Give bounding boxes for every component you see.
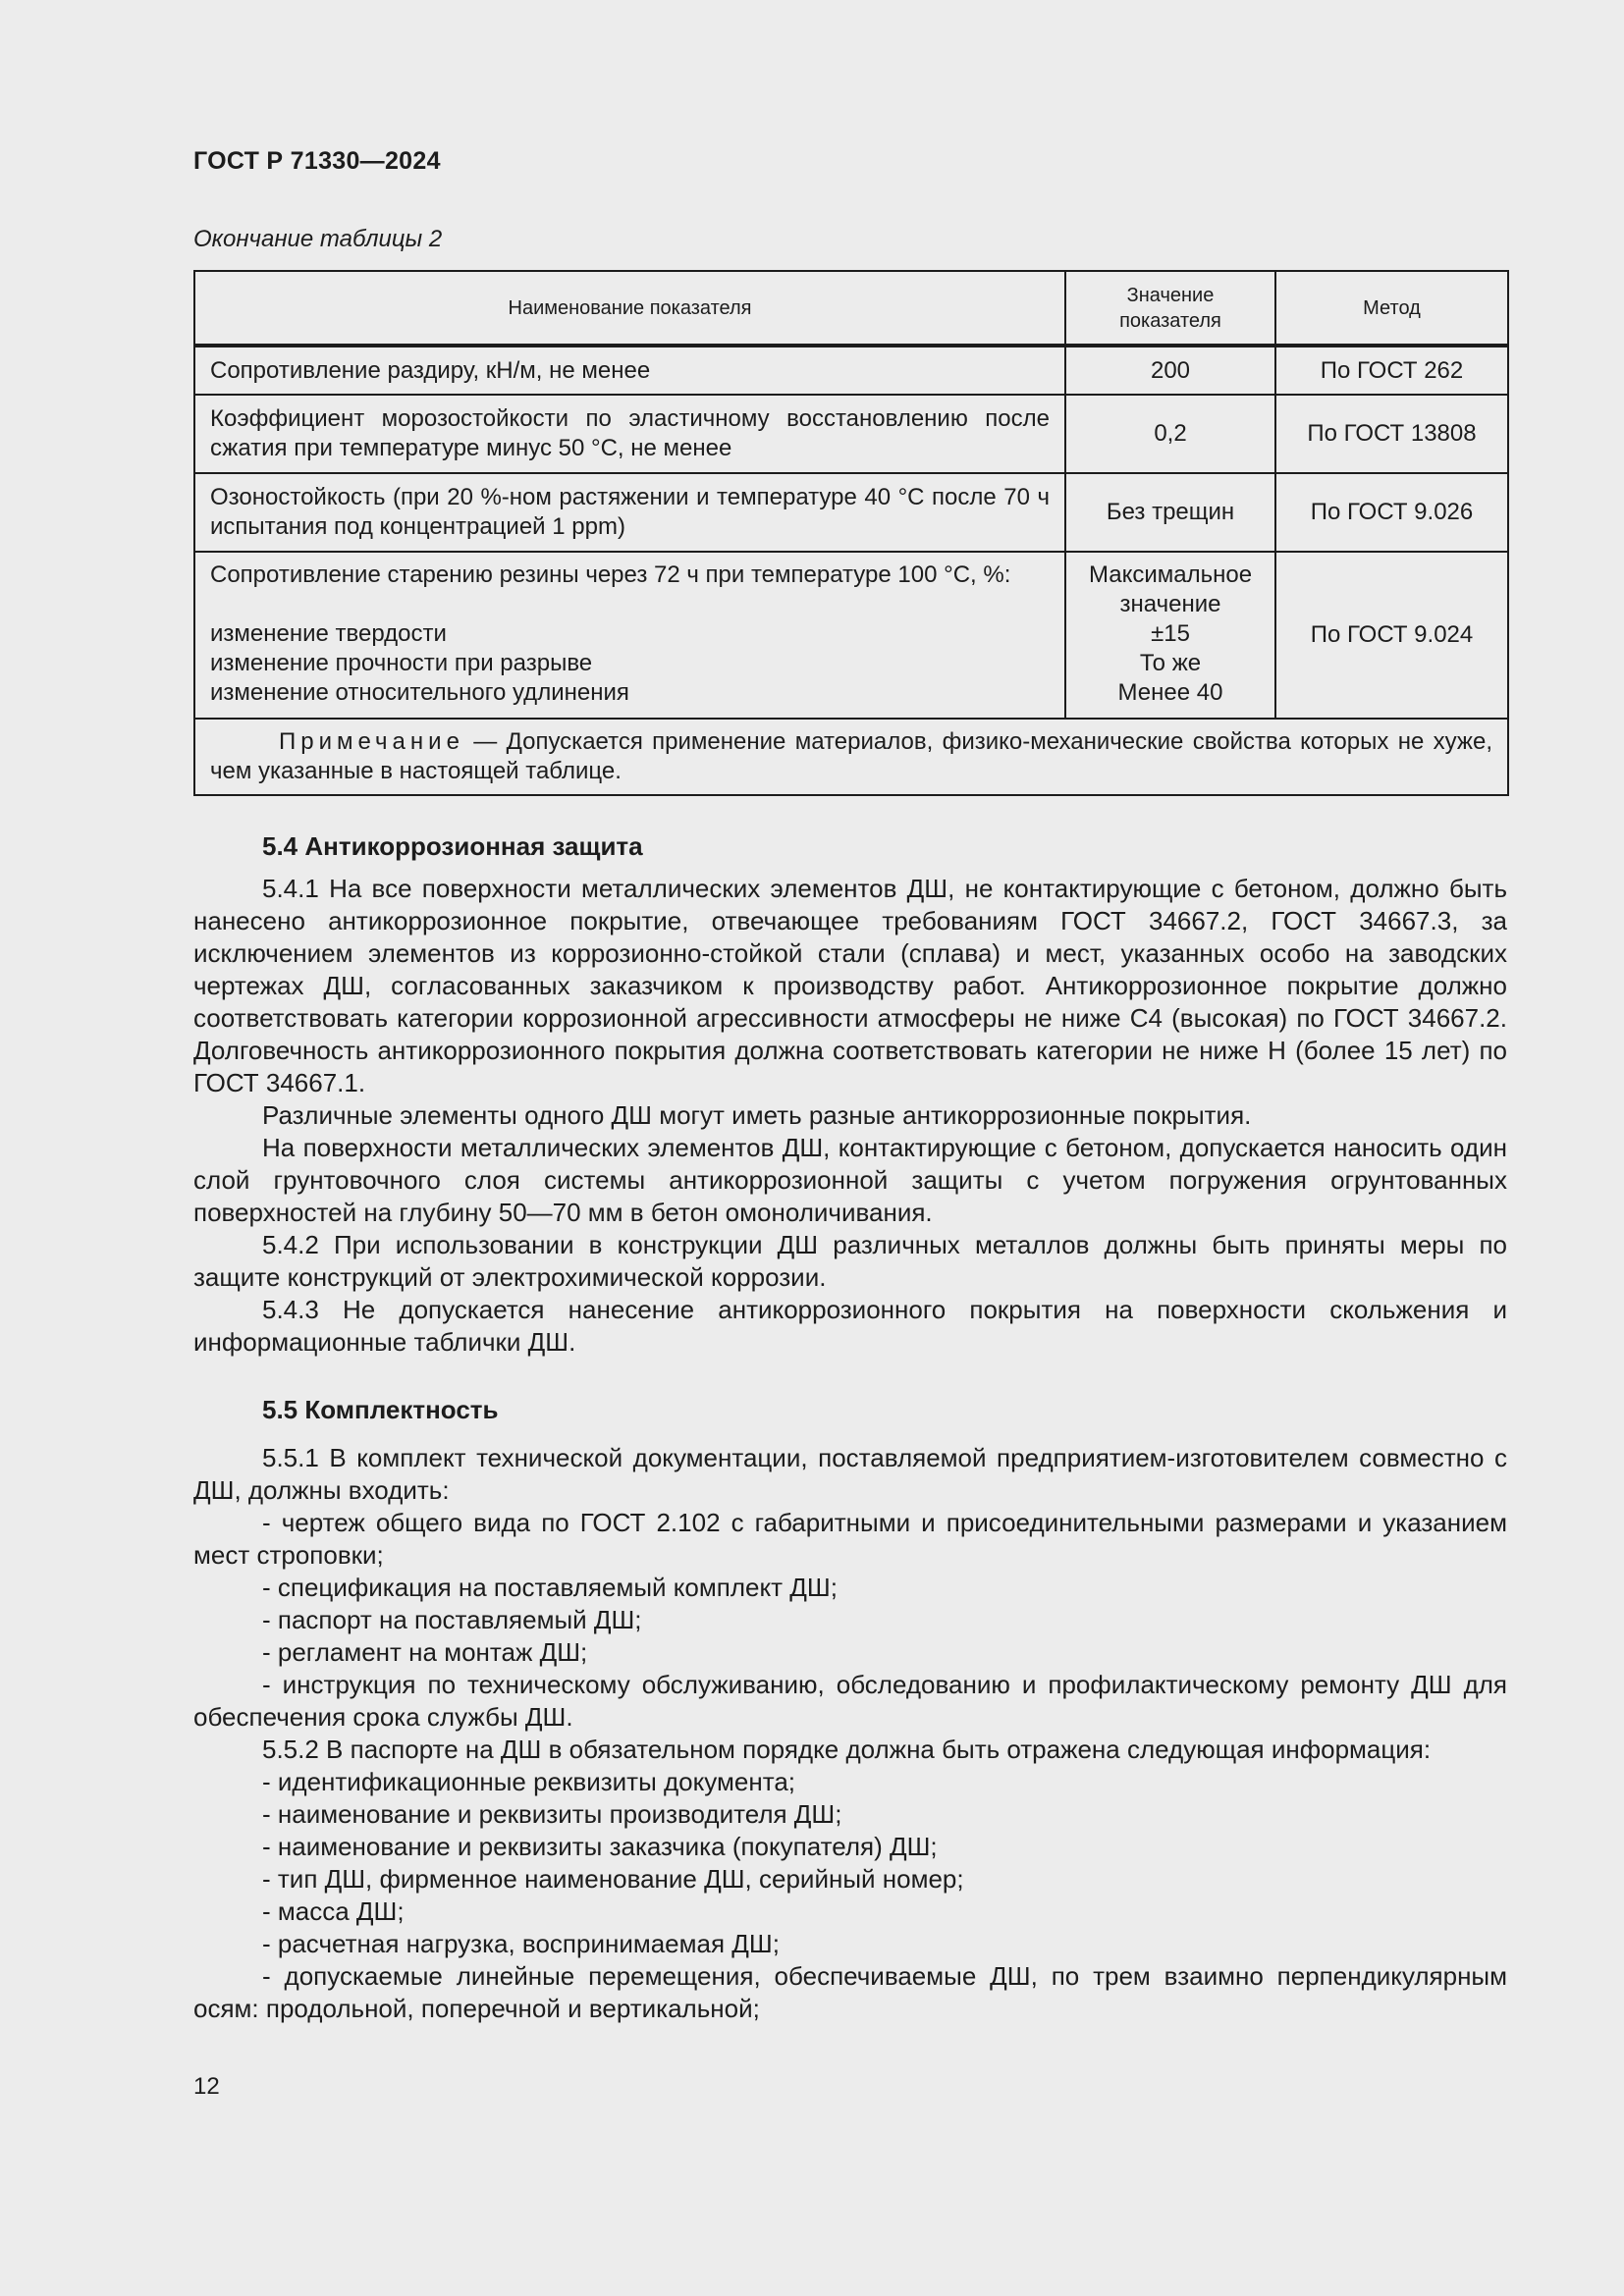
- aging-item-value: ±15: [1151, 620, 1190, 647]
- header-method: Метод: [1275, 271, 1508, 346]
- section-heading: 5.5 Комплектность: [262, 1395, 499, 1424]
- row-method: По ГОСТ 262: [1275, 346, 1508, 395]
- paragraph: 5.5.2 В паспорте на ДШ в обязательном порядке должна быть отражена следующая информация:: [262, 1735, 1432, 1764]
- list-item: - идентификационные реквизиты документа;: [262, 1767, 796, 1796]
- properties-table: [193, 270, 1509, 796]
- list-item: - инструкция по техническому обслуживанию, обследованию и профилактическому ремонту ДШ для обеспечения срока службы ДШ.: [193, 1670, 1507, 1732]
- list-item: - расчетная нагрузка, воспринимаемая ДШ;: [262, 1929, 780, 1958]
- aging-value-title: значение: [1119, 591, 1221, 617]
- note-text: — Допускается применение материалов, физико-механические свойства которых не хуже, чем указанные в настоящей таблице.: [210, 728, 1492, 784]
- section-5-4: [193, 830, 1507, 1359]
- aging-value-title: Максимальное: [1088, 561, 1253, 588]
- list-item: - паспорт на поставляемый ДШ;: [262, 1605, 642, 1634]
- row-value: Без трещин: [1065, 473, 1275, 552]
- paragraph: На поверхности металлических элементов ДШ, контактирующие с бетоном, допускается наносить один слой грунтовочного слоя системы антикоррозионной защиты с учетом погружения огрунтованных поверхностей на глубину 50—70 мм в бетон омоноличивания.: [193, 1133, 1507, 1227]
- section-heading: 5.4 Антикоррозионная защита: [262, 831, 643, 861]
- list-item: - допускаемые линейные перемещения, обеспечиваемые ДШ, по трем взаимно перпендикулярным осям: продольной, поперечной и вертикальной;: [193, 1961, 1507, 2023]
- table-row: [194, 552, 1508, 719]
- table-note: [194, 719, 1508, 795]
- aging-method: По ГОСТ 9.024: [1275, 552, 1508, 719]
- paragraph: 5.4.2 При использовании в конструкции ДШ различных металлов должны быть приняты меры по защите конструкций от электрохимической коррозии.: [193, 1230, 1507, 1292]
- table-note-row: [194, 719, 1508, 795]
- row-method: По ГОСТ 13808: [1275, 395, 1508, 473]
- document-header: ГОСТ Р 71330—2024: [193, 147, 441, 175]
- table-row: [194, 473, 1508, 552]
- list-item: - масса ДШ;: [262, 1896, 405, 1926]
- note-label: Примечание: [279, 728, 464, 755]
- row-name: Озоностойкость (при 20 %-ном растяжении и температуре 40 °С после 70 ч испытания под концентрацией 1 ppm): [194, 473, 1065, 552]
- section-5-5: [193, 1394, 1507, 2025]
- header-value: Значение показателя: [1065, 271, 1275, 346]
- list-item: - наименование и реквизиты заказчика (покупателя) ДШ;: [262, 1832, 938, 1861]
- row-name: Сопротивление раздиру, кН/м, не менее: [194, 346, 1065, 395]
- list-item: - тип ДШ, фирменное наименование ДШ, серийный номер;: [262, 1864, 964, 1894]
- header-name: Наименование показателя: [194, 271, 1065, 346]
- table-caption: Окончание таблицы 2: [193, 226, 443, 252]
- paragraph: 5.4.1 На все поверхности металлических элементов ДШ, не контактирующие с бетоном, должно быть нанесено антикоррозионное покрытие, отвечающее требованиям ГОСТ 34667.2, ГОСТ 34667.3, за исключением элементов из коррозионно-стойкой стали (сплава) и мест, указанных особо на заводских чертежах ДШ, согласованных заказчиком к производству работ. Антикоррозионное покрытие должно соответствовать категории коррозионной агрессивности атмосферы не ниже С4 (высокая) по ГОСТ 34667.2. Долговечность антикоррозионного покрытия должна соответствовать категории не ниже Н (более 15 лет) по ГОСТ 34667.1.: [193, 874, 1507, 1097]
- aging-item-name: изменение прочности при разрыве: [210, 650, 593, 676]
- aging-title: Сопротивление старению резины через 72 ч при температуре 100 °С, %:: [210, 561, 1011, 588]
- table-row: [194, 395, 1508, 473]
- list-item: - наименование и реквизиты производителя ДШ;: [262, 1799, 842, 1829]
- list-item: - чертеж общего вида по ГОСТ 2.102 с габаритными и присоединительными размерами и указанием мест строповки;: [193, 1508, 1507, 1570]
- aging-value-cell: [1065, 552, 1275, 719]
- page-number: 12: [193, 2073, 220, 2100]
- aging-name-cell: [194, 552, 1065, 719]
- row-method: По ГОСТ 9.026: [1275, 473, 1508, 552]
- table-row: [194, 346, 1508, 395]
- row-value: 200: [1065, 346, 1275, 395]
- table-header-row: [194, 271, 1508, 346]
- aging-item-value: То же: [1139, 650, 1202, 676]
- list-item: - регламент на монтаж ДШ;: [262, 1637, 588, 1667]
- list-item: - спецификация на поставляемый комплект ДШ;: [262, 1573, 838, 1602]
- aging-item-value: Менее 40: [1117, 679, 1223, 706]
- paragraph: 5.5.1 В комплект технической документации, поставляемой предприятием-изготовителем совместно с ДШ, должны входить:: [193, 1443, 1507, 1505]
- aging-item-name: изменение твердости: [210, 620, 447, 647]
- paragraph: Различные элементы одного ДШ могут иметь разные антикоррозионные покрытия.: [262, 1100, 1252, 1130]
- row-name: Коэффициент морозостойкости по эластичному восстановлению после сжатия при температуре минус 50 °С, не менее: [194, 395, 1065, 473]
- row-value: 0,2: [1065, 395, 1275, 473]
- aging-item-name: изменение относительного удлинения: [210, 679, 629, 706]
- paragraph: 5.4.3 Не допускается нанесение антикоррозионного покрытия на поверхности скольжения и информационные таблички ДШ.: [193, 1295, 1507, 1357]
